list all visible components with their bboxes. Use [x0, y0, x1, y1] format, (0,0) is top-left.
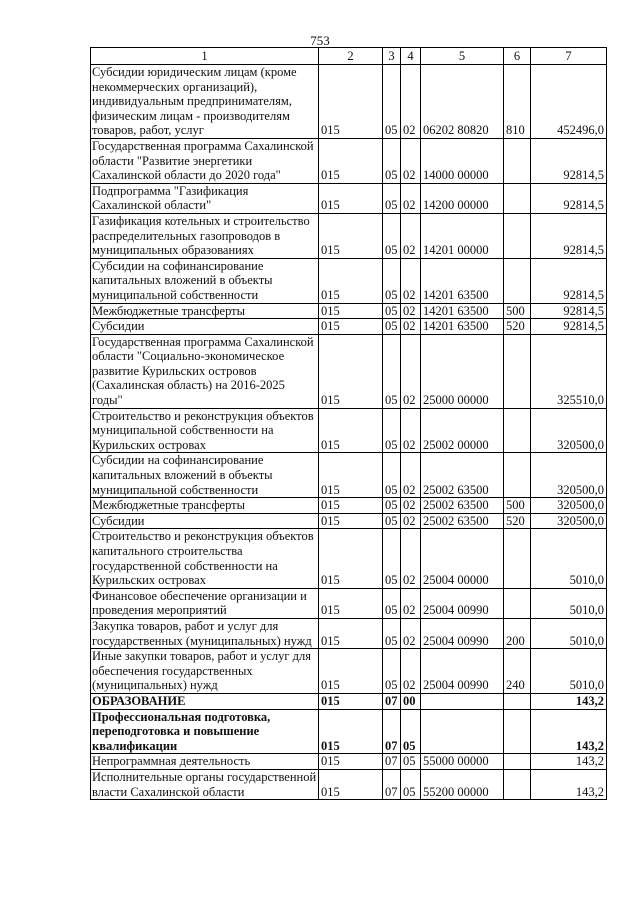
row-amount: 325510,0 [531, 334, 607, 408]
row-code-target: 14000 00000 [421, 138, 504, 183]
row-name: Иные закупки товаров, работ и услуг для обеспечения государственных (муниципальных) нужд [91, 649, 319, 694]
row-name: Государственная программа Сахалинской области "Развитие энергетики Сахалинской области до 2020 года" [91, 138, 319, 183]
row-code-section: 05 [383, 498, 401, 514]
row-amount: 92814,5 [531, 303, 607, 319]
row-code-section: 05 [383, 529, 401, 588]
row-amount: 92814,5 [531, 138, 607, 183]
table-row [91, 453, 607, 498]
row-code-ministry: 015 [319, 213, 383, 258]
row-name: Межбюджетные трансферты [91, 498, 319, 514]
table-row [91, 334, 607, 408]
table-row [91, 529, 607, 588]
row-name: Непрограммная деятельность [91, 754, 319, 770]
row-code-section: 05 [383, 258, 401, 303]
row-name: Профессиональная подготовка, переподготовка и повышение квалификации [91, 709, 319, 754]
row-code-expense-type [504, 138, 531, 183]
row-code-subsection: 02 [401, 588, 421, 618]
row-code-section: 05 [383, 588, 401, 618]
row-code-section: 05 [383, 334, 401, 408]
row-code-subsection: 02 [401, 213, 421, 258]
row-code-target: 25000 00000 [421, 334, 504, 408]
row-code-ministry: 015 [319, 138, 383, 183]
row-amount: 5010,0 [531, 649, 607, 694]
table-row [91, 319, 607, 335]
row-code-section: 07 [383, 709, 401, 754]
row-code-expense-type: 520 [504, 513, 531, 529]
row-amount: 5010,0 [531, 529, 607, 588]
row-amount: 5010,0 [531, 618, 607, 648]
row-code-section: 05 [383, 513, 401, 529]
table-row [91, 618, 607, 648]
row-code-subsection: 02 [401, 65, 421, 139]
row-code-section: 07 [383, 769, 401, 799]
row-code-expense-type [504, 588, 531, 618]
row-code-section: 05 [383, 303, 401, 319]
row-code-subsection: 02 [401, 513, 421, 529]
row-amount: 320500,0 [531, 408, 607, 453]
row-name: Субсидии на софинансирование капитальных вложений в объекты муниципальной собственности [91, 453, 319, 498]
row-code-ministry: 015 [319, 498, 383, 514]
row-amount: 452496,0 [531, 65, 607, 139]
row-code-subsection: 02 [401, 258, 421, 303]
row-code-target: 25002 63500 [421, 498, 504, 514]
row-code-expense-type: 500 [504, 303, 531, 319]
table-row [91, 65, 607, 139]
row-code-section: 05 [383, 408, 401, 453]
table-row [91, 498, 607, 514]
table-row [91, 693, 607, 709]
row-code-subsection: 02 [401, 649, 421, 694]
table-row [91, 258, 607, 303]
row-name: Газификация котельных и строительство распределительных газопроводов в муниципальных образованиях [91, 213, 319, 258]
row-code-subsection: 02 [401, 453, 421, 498]
row-amount: 92814,5 [531, 319, 607, 335]
row-code-target: 25002 00000 [421, 408, 504, 453]
row-code-ministry: 015 [319, 588, 383, 618]
row-code-target: 25002 63500 [421, 513, 504, 529]
row-code-subsection: 02 [401, 334, 421, 408]
row-code-ministry: 015 [319, 408, 383, 453]
row-amount: 92814,5 [531, 213, 607, 258]
table-row [91, 769, 607, 799]
row-amount: 320500,0 [531, 453, 607, 498]
row-name: Субсидии на софинансирование капитальных вложений в объекты муниципальной собственности [91, 258, 319, 303]
row-code-target: 14201 63500 [421, 303, 504, 319]
budget-table [90, 47, 607, 800]
row-code-section: 05 [383, 319, 401, 335]
row-amount: 320500,0 [531, 498, 607, 514]
row-code-section: 05 [383, 649, 401, 694]
row-code-section: 05 [383, 213, 401, 258]
table-row [91, 213, 607, 258]
row-code-expense-type: 240 [504, 649, 531, 694]
row-code-expense-type [504, 754, 531, 770]
row-code-target: 14201 00000 [421, 213, 504, 258]
row-code-expense-type: 810 [504, 65, 531, 139]
row-code-section: 05 [383, 618, 401, 648]
row-code-ministry: 015 [319, 693, 383, 709]
row-code-ministry: 015 [319, 258, 383, 303]
row-code-expense-type [504, 258, 531, 303]
row-code-ministry: 015 [319, 183, 383, 213]
row-code-subsection: 00 [401, 693, 421, 709]
row-code-subsection: 02 [401, 303, 421, 319]
col-header-5: 5 [421, 48, 504, 65]
row-name: Закупка товаров, работ и услуг для государственных (муниципальных) нужд [91, 618, 319, 648]
row-amount: 143,2 [531, 693, 607, 709]
row-amount: 5010,0 [531, 588, 607, 618]
page-number: 753 [310, 33, 330, 48]
row-code-expense-type [504, 709, 531, 754]
row-name: Строительство и реконструкция объектов капитального строительства государственной собственности на Курильских островах [91, 529, 319, 588]
row-name: Финансовое обеспечение организации и проведения мероприятий [91, 588, 319, 618]
table-row [91, 183, 607, 213]
row-code-subsection: 02 [401, 618, 421, 648]
row-code-expense-type [504, 183, 531, 213]
row-code-section: 05 [383, 183, 401, 213]
row-code-ministry: 015 [319, 769, 383, 799]
row-code-expense-type [504, 769, 531, 799]
row-name: Государственная программа Сахалинской области "Социально-экономическое развитие Курильских островов (Сахалинская область) на 2016-2025 годы" [91, 334, 319, 408]
row-code-expense-type [504, 408, 531, 453]
row-code-target: 25004 00990 [421, 588, 504, 618]
row-amount: 143,2 [531, 754, 607, 770]
row-code-section: 05 [383, 453, 401, 498]
row-code-subsection: 05 [401, 709, 421, 754]
row-code-expense-type [504, 693, 531, 709]
table-row [91, 303, 607, 319]
row-code-section: 05 [383, 138, 401, 183]
row-name: Межбюджетные трансферты [91, 303, 319, 319]
row-code-ministry: 015 [319, 649, 383, 694]
col-header-4: 4 [401, 48, 421, 65]
row-code-expense-type [504, 453, 531, 498]
row-amount: 320500,0 [531, 513, 607, 529]
row-code-ministry: 015 [319, 529, 383, 588]
row-code-subsection: 02 [401, 183, 421, 213]
header-row [91, 48, 607, 65]
row-code-ministry: 015 [319, 709, 383, 754]
row-code-target: 14200 00000 [421, 183, 504, 213]
row-code-expense-type: 200 [504, 618, 531, 648]
table-row [91, 513, 607, 529]
row-code-ministry: 015 [319, 754, 383, 770]
table-row [91, 138, 607, 183]
table-row [91, 754, 607, 770]
table-row [91, 709, 607, 754]
row-code-target [421, 693, 504, 709]
row-code-ministry: 015 [319, 303, 383, 319]
row-code-section: 07 [383, 693, 401, 709]
row-code-expense-type [504, 529, 531, 588]
row-amount: 92814,5 [531, 258, 607, 303]
col-header-7: 7 [531, 48, 607, 65]
row-code-subsection: 02 [401, 498, 421, 514]
row-code-subsection: 02 [401, 529, 421, 588]
row-code-target: 55200 00000 [421, 769, 504, 799]
row-code-ministry: 015 [319, 618, 383, 648]
row-code-subsection: 05 [401, 754, 421, 770]
row-name: Субсидии [91, 513, 319, 529]
col-header-6: 6 [504, 48, 531, 65]
row-amount: 143,2 [531, 769, 607, 799]
row-code-section: 07 [383, 754, 401, 770]
row-code-target: 25004 00990 [421, 618, 504, 648]
col-header-3: 3 [383, 48, 401, 65]
col-header-2: 2 [319, 48, 383, 65]
row-name: Субсидии юридическим лицам (кроме некоммерческих организаций), индивидуальным предпринимателям, физическим лицам - производителям товаров, работ, услуг [91, 65, 319, 139]
table-row [91, 588, 607, 618]
row-code-section: 05 [383, 65, 401, 139]
row-code-target: 06202 80820 [421, 65, 504, 139]
row-code-target: 25004 00990 [421, 649, 504, 694]
row-code-subsection: 05 [401, 769, 421, 799]
row-name: Субсидии [91, 319, 319, 335]
row-code-expense-type: 520 [504, 319, 531, 335]
row-code-expense-type: 500 [504, 498, 531, 514]
row-code-target: 25004 00000 [421, 529, 504, 588]
row-amount: 92814,5 [531, 183, 607, 213]
row-code-ministry: 015 [319, 453, 383, 498]
row-code-subsection: 02 [401, 408, 421, 453]
row-code-target: 55000 00000 [421, 754, 504, 770]
row-code-expense-type [504, 213, 531, 258]
row-code-target: 14201 63500 [421, 319, 504, 335]
row-code-subsection: 02 [401, 319, 421, 335]
row-code-target: 25002 63500 [421, 453, 504, 498]
row-code-target: 14201 63500 [421, 258, 504, 303]
row-code-ministry: 015 [319, 319, 383, 335]
table-row [91, 408, 607, 453]
row-name: Исполнительные органы государственной власти Сахалинской области [91, 769, 319, 799]
row-code-ministry: 015 [319, 334, 383, 408]
row-name: ОБРАЗОВАНИЕ [91, 693, 319, 709]
row-code-ministry: 015 [319, 513, 383, 529]
row-amount: 143,2 [531, 709, 607, 754]
row-name: Строительство и реконструкция объектов муниципальной собственности на Курильских островах [91, 408, 319, 453]
col-header-1: 1 [91, 48, 319, 65]
row-code-ministry: 015 [319, 65, 383, 139]
row-code-subsection: 02 [401, 138, 421, 183]
row-name: Подпрограмма "Газификация Сахалинской области" [91, 183, 319, 213]
row-code-target [421, 709, 504, 754]
row-code-expense-type [504, 334, 531, 408]
table-row [91, 649, 607, 694]
